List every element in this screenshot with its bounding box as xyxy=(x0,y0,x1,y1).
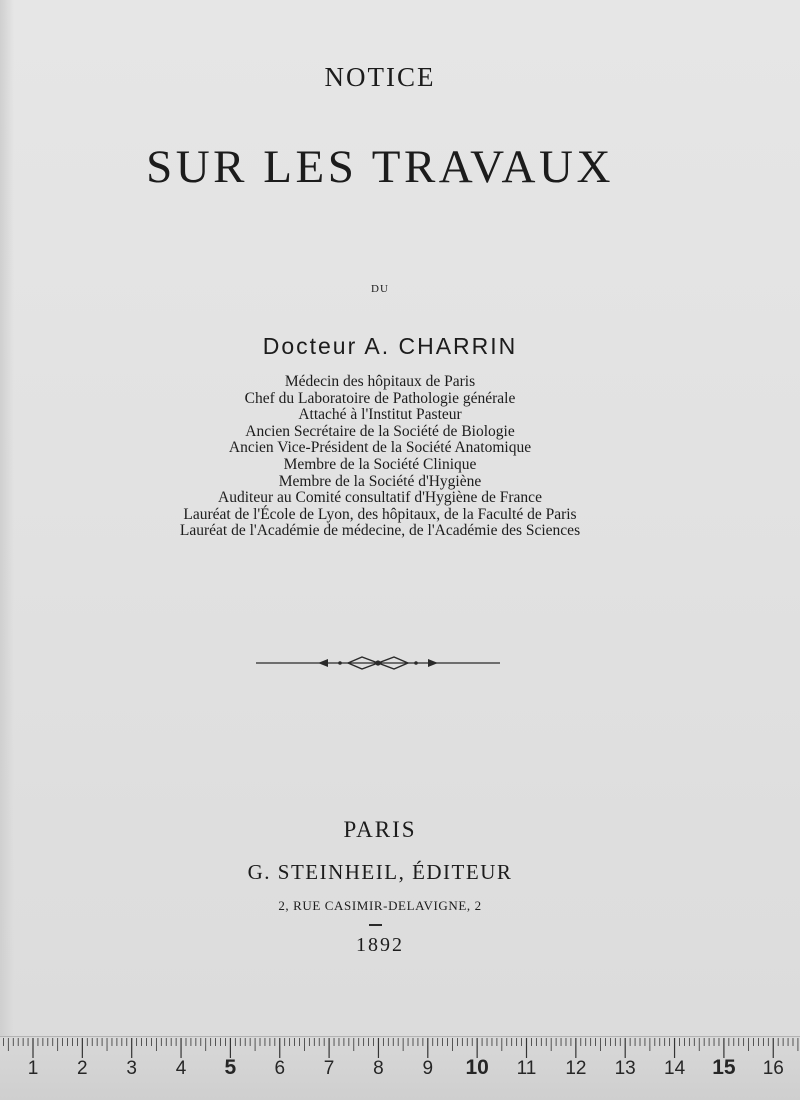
imprint-year: 1892 xyxy=(356,934,404,956)
du-label: DU xyxy=(371,283,389,295)
imprint-city: PARIS xyxy=(343,817,417,842)
ruler-label: 1 xyxy=(27,1058,39,1079)
author-title-line: Médecin des hôpitaux de Paris xyxy=(284,373,476,390)
author-name: Docteur A. CHARRIN xyxy=(262,333,518,359)
ruler-label: 5 xyxy=(224,1056,237,1079)
ruler-label: 13 xyxy=(614,1058,636,1079)
author-title-line: Ancien Vice-Président de la Société Anatomique xyxy=(228,439,532,457)
ruler-label: 4 xyxy=(175,1058,187,1079)
year-dash xyxy=(369,924,382,926)
ruler-label: 10 xyxy=(465,1056,489,1079)
author-title-line: Ancien Secrétaire de la Société de Biologie xyxy=(245,422,515,440)
author-title-line: Auditeur au Comité consultatif d'Hygiène de France xyxy=(218,489,542,507)
main-title: SUR LES TRAVAUX xyxy=(146,141,614,193)
author-title-line: Chef du Laboratoire de Pathologie générale xyxy=(244,389,516,407)
ruler-label: 9 xyxy=(422,1058,434,1079)
author-title-line: Lauréat de l'Académie de médecine, de l'Académie des Sciences xyxy=(179,522,581,540)
ruler-label: 8 xyxy=(373,1058,384,1079)
ruler-label: 15 xyxy=(712,1056,736,1079)
ruler-label: 3 xyxy=(126,1058,137,1079)
ruler-label: 14 xyxy=(664,1058,686,1079)
ruler-label: 2 xyxy=(77,1058,88,1079)
ruler-label: 12 xyxy=(565,1058,587,1079)
author-title-line: Membre de la Société Clinique xyxy=(283,455,477,473)
ornamental-divider xyxy=(256,655,500,671)
imprint-address: 2, RUE CASIMIR-DELAVIGNE, 2 xyxy=(278,898,482,913)
ruler-label: 16 xyxy=(762,1058,784,1079)
notice-heading: NOTICE xyxy=(324,62,436,92)
author-titles-list xyxy=(0,374,760,540)
author-title-line: Lauréat de l'École de Lyon, des hôpitaux, de la Faculté de Paris xyxy=(183,505,577,523)
ruler-label: 7 xyxy=(323,1058,335,1079)
ruler-label: 11 xyxy=(516,1058,537,1079)
imprint-publisher: G. STEINHEIL, ÉDITEUR xyxy=(247,860,513,884)
ruler-label: 6 xyxy=(274,1058,286,1079)
author-title-line: Membre de la Société d'Hygiène xyxy=(278,472,482,490)
ruler-ticks xyxy=(0,1037,800,1059)
author-title-line: Attaché à l'Institut Pasteur xyxy=(298,406,462,424)
